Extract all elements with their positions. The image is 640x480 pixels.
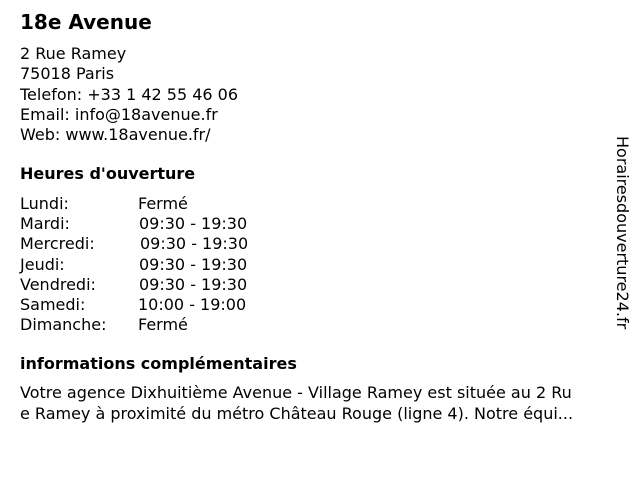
day-label: Vendredi:: [20, 274, 96, 294]
hours-value: 09:30 - 19:30: [140, 234, 249, 254]
info-line: e Ramey à proximité du métro Château Rouge (ligne 4). Notre équi...: [20, 403, 574, 423]
info-line: Votre agence Dixhuitième Avenue - Village Ramey est située au 2 Ru: [20, 383, 572, 402]
hours-value: Fermé: [138, 315, 188, 335]
address-block: [20, 44, 238, 145]
street-address: 2 Rue Ramey: [20, 44, 127, 63]
day-label: Lundi:: [20, 194, 69, 213]
site-watermark-label: Horairesdouverture24.fr: [613, 136, 632, 330]
day-label: Dimanche:: [20, 315, 107, 335]
phone-number: Telefon: +33 1 42 55 46 06: [20, 84, 239, 104]
business-title: 18e Avenue: [20, 10, 152, 34]
additional-info-heading: informations complémentaires: [20, 354, 297, 373]
hours-value: 09:30 - 19:30: [139, 254, 248, 274]
city-postcode: 75018 Paris: [20, 64, 115, 84]
opening-hours-heading: Heures d'ouverture: [20, 164, 196, 183]
day-label: Samedi:: [20, 294, 86, 314]
email-address: Email: info@18avenue.fr: [20, 104, 218, 124]
day-label: Jeudi:: [20, 254, 65, 274]
hours-value: 10:00 - 19:00: [138, 294, 247, 314]
day-label: Mardi:: [20, 214, 70, 234]
day-label: Mercredi:: [20, 234, 95, 254]
hours-value: 09:30 - 19:30: [139, 274, 248, 294]
hours-value: 09:30 - 19:30: [139, 214, 248, 234]
website: Web: www.18avenue.fr/: [20, 125, 211, 145]
additional-info-text: [20, 383, 626, 424]
hours-value: Fermé: [138, 194, 188, 213]
